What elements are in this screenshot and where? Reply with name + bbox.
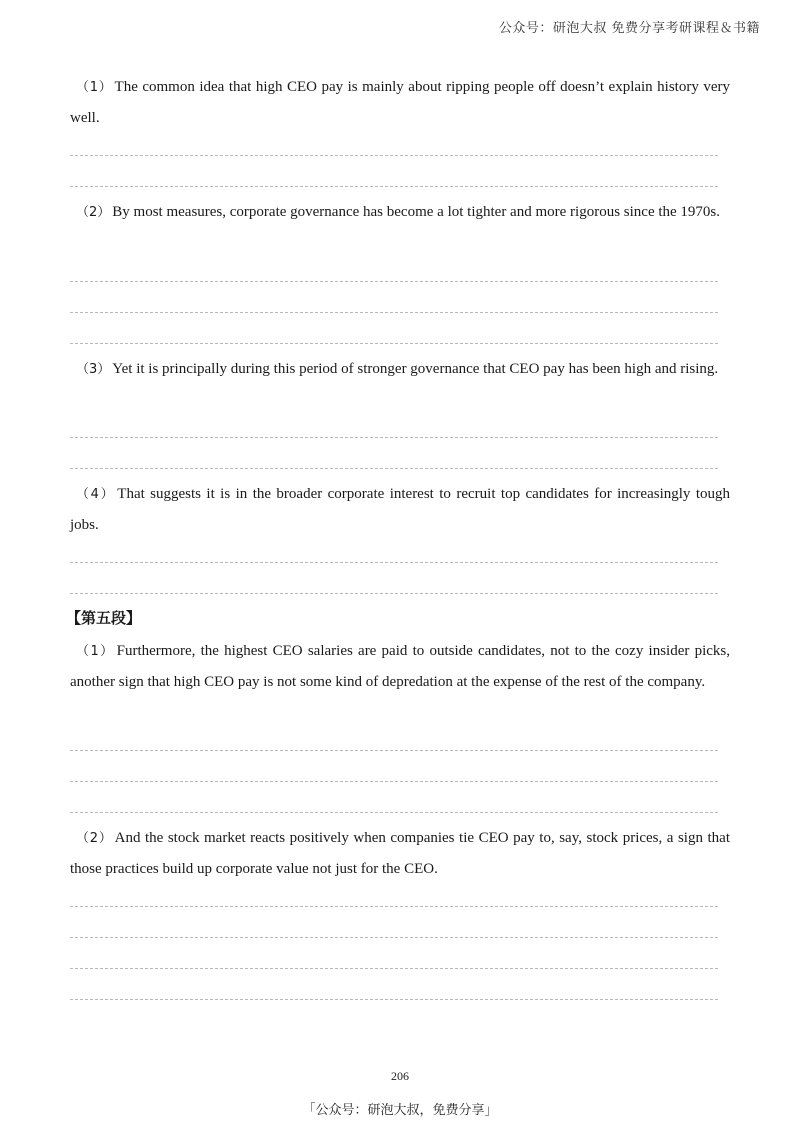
page-footer: 「公众号：研泡大叔，免费分享」 bbox=[302, 1103, 498, 1118]
paragraph-text: By most measures, corporate governance has become a lot tighter and more rigorous since the 1970s. bbox=[112, 204, 721, 220]
paragraph-number: （2） bbox=[76, 831, 113, 846]
paragraph-text: Furthermore, the highest CEO salaries are paid to outside candidates, not to the cozy insider picks, another sign that high CEO pay is not some kind of depredation at the expense of the rest of the company. bbox=[70, 643, 730, 690]
paragraph-number: （4） bbox=[76, 487, 116, 502]
section-paragraph-2 bbox=[70, 823, 730, 885]
answer-line bbox=[70, 562, 718, 563]
answer-line bbox=[70, 281, 718, 282]
answer-line bbox=[70, 593, 718, 594]
section-paragraph-1 bbox=[70, 636, 730, 698]
page-number: 206 bbox=[391, 1069, 409, 1083]
answer-line bbox=[70, 781, 718, 782]
answer-line bbox=[70, 750, 718, 751]
paragraph-2 bbox=[70, 197, 730, 228]
paragraph-text: Yet it is principally during this period of stronger governance that CEO pay has been high and rising. bbox=[112, 361, 719, 377]
answer-line bbox=[70, 437, 718, 438]
answer-line bbox=[70, 906, 718, 907]
paragraph-text: And the stock market reacts positively when companies tie CEO pay to, say, stock prices, a sign that those practices build up corporate value not just for the CEO. bbox=[70, 830, 730, 877]
paragraph-number: （3） bbox=[76, 362, 111, 377]
paragraph-number: （1） bbox=[76, 80, 113, 95]
answer-line bbox=[70, 468, 718, 469]
answer-line bbox=[70, 312, 718, 313]
paragraph-4 bbox=[70, 479, 730, 541]
page-header: 公众号：研泡大叔 免费分享考研课程＆书籍 bbox=[498, 21, 760, 36]
paragraph-3 bbox=[70, 354, 730, 385]
paragraph-1 bbox=[70, 72, 730, 134]
answer-line bbox=[70, 155, 718, 156]
section-title: 【第五段】 bbox=[66, 609, 142, 627]
answer-line bbox=[70, 937, 718, 938]
paragraph-number: （2） bbox=[76, 205, 111, 220]
answer-line bbox=[70, 812, 718, 813]
answer-line bbox=[70, 343, 718, 344]
answer-line bbox=[70, 999, 718, 1000]
paragraph-text: That suggests it is in the broader corporate interest to recruit top candidates for increasingly tough jobs. bbox=[70, 486, 730, 533]
paragraph-text: The common idea that high CEO pay is mainly about ripping people off doesn’t explain history very well. bbox=[70, 79, 730, 126]
answer-line bbox=[70, 186, 718, 187]
paragraph-number: （1） bbox=[76, 644, 115, 659]
answer-line bbox=[70, 968, 718, 969]
